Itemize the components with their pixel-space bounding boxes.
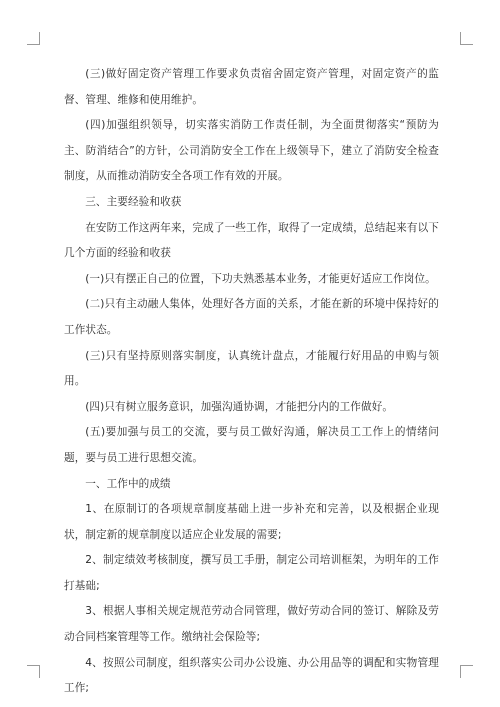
list-item-achievement-2: 2、制定绩效考核制度，撰写员工手册，制定公司培训框架，为明年的工作打基础; — [64, 554, 439, 592]
crop-mark-top-left — [27, 32, 40, 45]
crop-mark-bottom-left — [27, 665, 40, 678]
paragraph-fixed-assets: (三)做好固定资产管理工作要求负责宿舍固定资产管理，对固定资产的监督、管理、维修和使用维护。 — [64, 68, 439, 106]
list-item-experience-5: (五)要加强与员工的交流，要与员工做好沟通，解决员工工作上的情绪问题，要与员工进行思想交流。 — [64, 426, 439, 464]
list-item-experience-4: (四)只有树立服务意识，加强沟通协调，才能把分内的工作做好。 — [85, 400, 394, 413]
list-item-experience-3: (三)只有坚持原则落实制度，认真统计盘点，才能履行好用品的申购与领用。 — [64, 349, 439, 388]
section-heading-achievements: 一、工作中的成绩 — [85, 477, 171, 490]
document-body — [64, 62, 439, 702]
paragraph-fire-safety: (四)加强组织领导，切实落实消防工作责任制，为全面贯彻落实“预防为主、防消结合”的方针，公司消防安全工作在上级领导下，建立了消防安全检查制度，从而推动消防安全各项工作有效的开展。 — [64, 119, 439, 183]
crop-mark-top-right — [460, 32, 473, 45]
list-item-achievement-3: 3、根据人事相关规定规范劳动合同管理，做好劳动合同的签订、解除及劳动合同档案管理等工作。缴纳社会保险等; — [64, 605, 439, 644]
crop-mark-bottom-right — [460, 665, 473, 678]
section-heading-experience: 三、主要经验和收获 — [85, 195, 182, 208]
list-item-achievement-1: 1、在原制订的各项规章制度基础上进一步补充和完善，以及根据企业现状，制定新的规章制度以适应企业发展的需要; — [64, 503, 439, 541]
list-item-experience-2: (二)只有主动融人集体，处理好各方面的关系，才能在新的环境中保持好的工作状态。 — [64, 298, 439, 336]
list-item-experience-1: (一)只有摆正自己的位置，下功夫熟悉基本业务，才能更好适应工作岗位。 — [85, 272, 436, 285]
list-item-achievement-4: 4、按照公司制度，组织落实公司办公设施、办公用品等的调配和实物管理工作; — [64, 656, 439, 695]
paragraph-experience-intro: 在安防工作这两年来，完成了一些工作，取得了一定成绩，总结起来有以下几个方面的经验和收获 — [64, 221, 439, 260]
